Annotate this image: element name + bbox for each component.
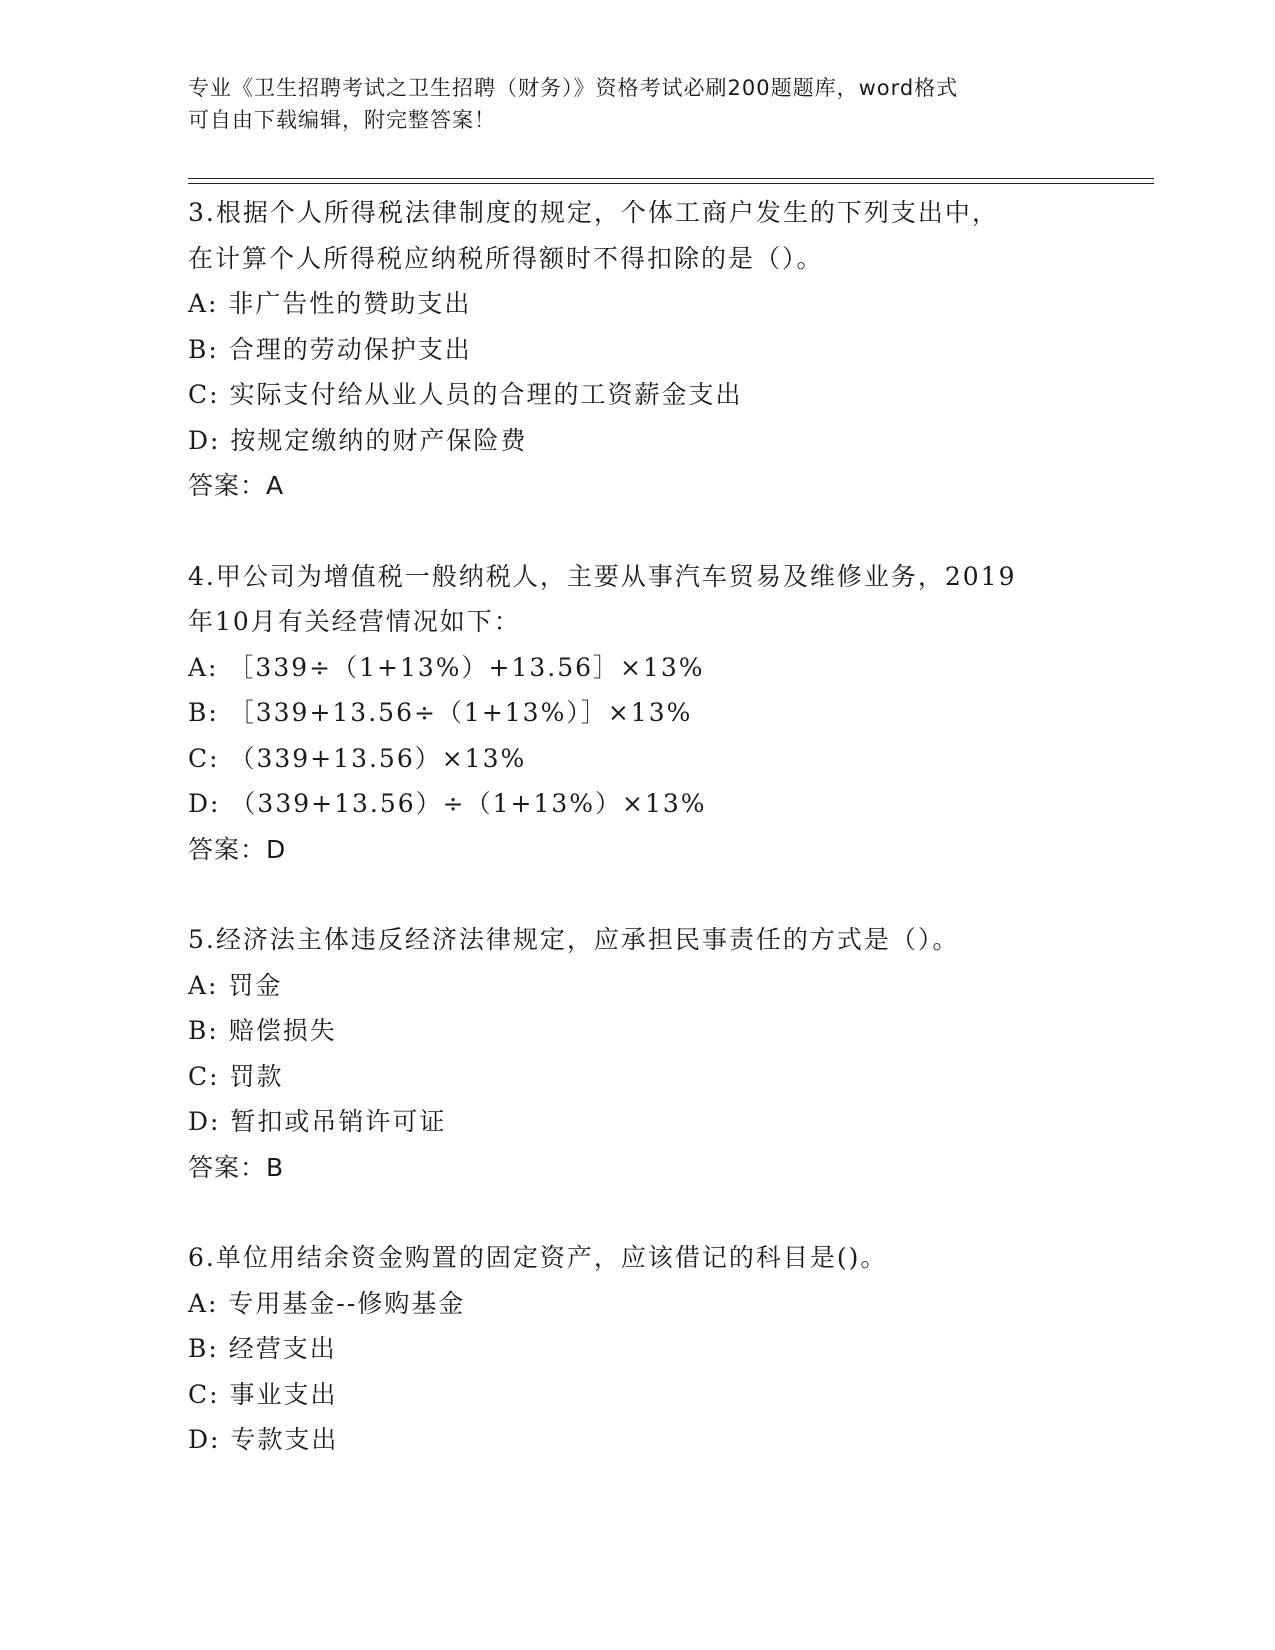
question-stem-line: 在计算个人所得税应纳税所得额时不得扣除的是（）。 — [188, 243, 824, 273]
option-b: B: 合理的劳动保护支出 — [188, 334, 472, 364]
option-a: A: 罚金 — [188, 970, 283, 1000]
header-divider-top — [188, 178, 1154, 179]
question-4 — [188, 554, 1148, 873]
option-a: A: ［339÷（1+13%）+13.56］×13% — [188, 652, 705, 682]
answer-label: 答案：A — [188, 471, 285, 500]
question-stem-line: 4.甲公司为增值税一般纳税人，主要从事汽车贸易及维修业务，2019 — [188, 561, 1017, 591]
option-b: B: 赔偿损失 — [188, 1016, 337, 1045]
option-d: D: 专款支出 — [188, 1425, 339, 1454]
option-c: C: 罚款 — [188, 1061, 284, 1091]
option-b: B: ［339+13.56÷（1+13%）］×13% — [188, 698, 693, 727]
question-6 — [188, 1235, 1148, 1463]
question-stem-line: 6.单位用结余资金购置的固定资产，应该借记的科目是()。 — [188, 1243, 888, 1272]
question-5 — [188, 917, 1148, 1190]
option-d: D: （339+13.56）÷（1+13%）×13% — [188, 789, 707, 818]
question-stem-line: 年10月有关经营情况如下： — [188, 607, 521, 636]
header-divider-bottom — [188, 183, 1154, 184]
option-b: B: 经营支出 — [188, 1334, 337, 1363]
question-3 — [188, 190, 1148, 509]
answer-label: 答案：B — [188, 1152, 285, 1182]
header-line-2: 可自由下载编辑，附完整答案！ — [188, 108, 496, 132]
question-stem-line: 5.经济法主体违反经济法律规定，应承担民事责任的方式是（）。 — [188, 925, 960, 954]
option-c: C: 实际支付给从业人员的合理的工资薪金支出 — [188, 380, 743, 409]
option-c: C: 事业支出 — [188, 1379, 338, 1409]
option-d: D: 暂扣或吊销许可证 — [188, 1107, 447, 1136]
answer-label: 答案：D — [188, 834, 287, 864]
option-d: D: 按规定缴纳的财产保险费 — [188, 425, 528, 455]
option-a: A: 专用基金--修购基金 — [188, 1288, 466, 1318]
document-header — [188, 72, 1088, 136]
question-stem-line: 3.根据个人所得税法律制度的规定，个体工商户发生的下列支出中， — [188, 198, 999, 227]
question-list — [188, 190, 1148, 1508]
option-a: A: 非广告性的赞助支出 — [188, 289, 472, 318]
option-c: C: （339+13.56）×13% — [188, 743, 527, 773]
header-line-1: 专业《卫生招聘考试之卫生招聘（财务）》资格考试必刷200题题库，word格式 — [188, 76, 959, 100]
